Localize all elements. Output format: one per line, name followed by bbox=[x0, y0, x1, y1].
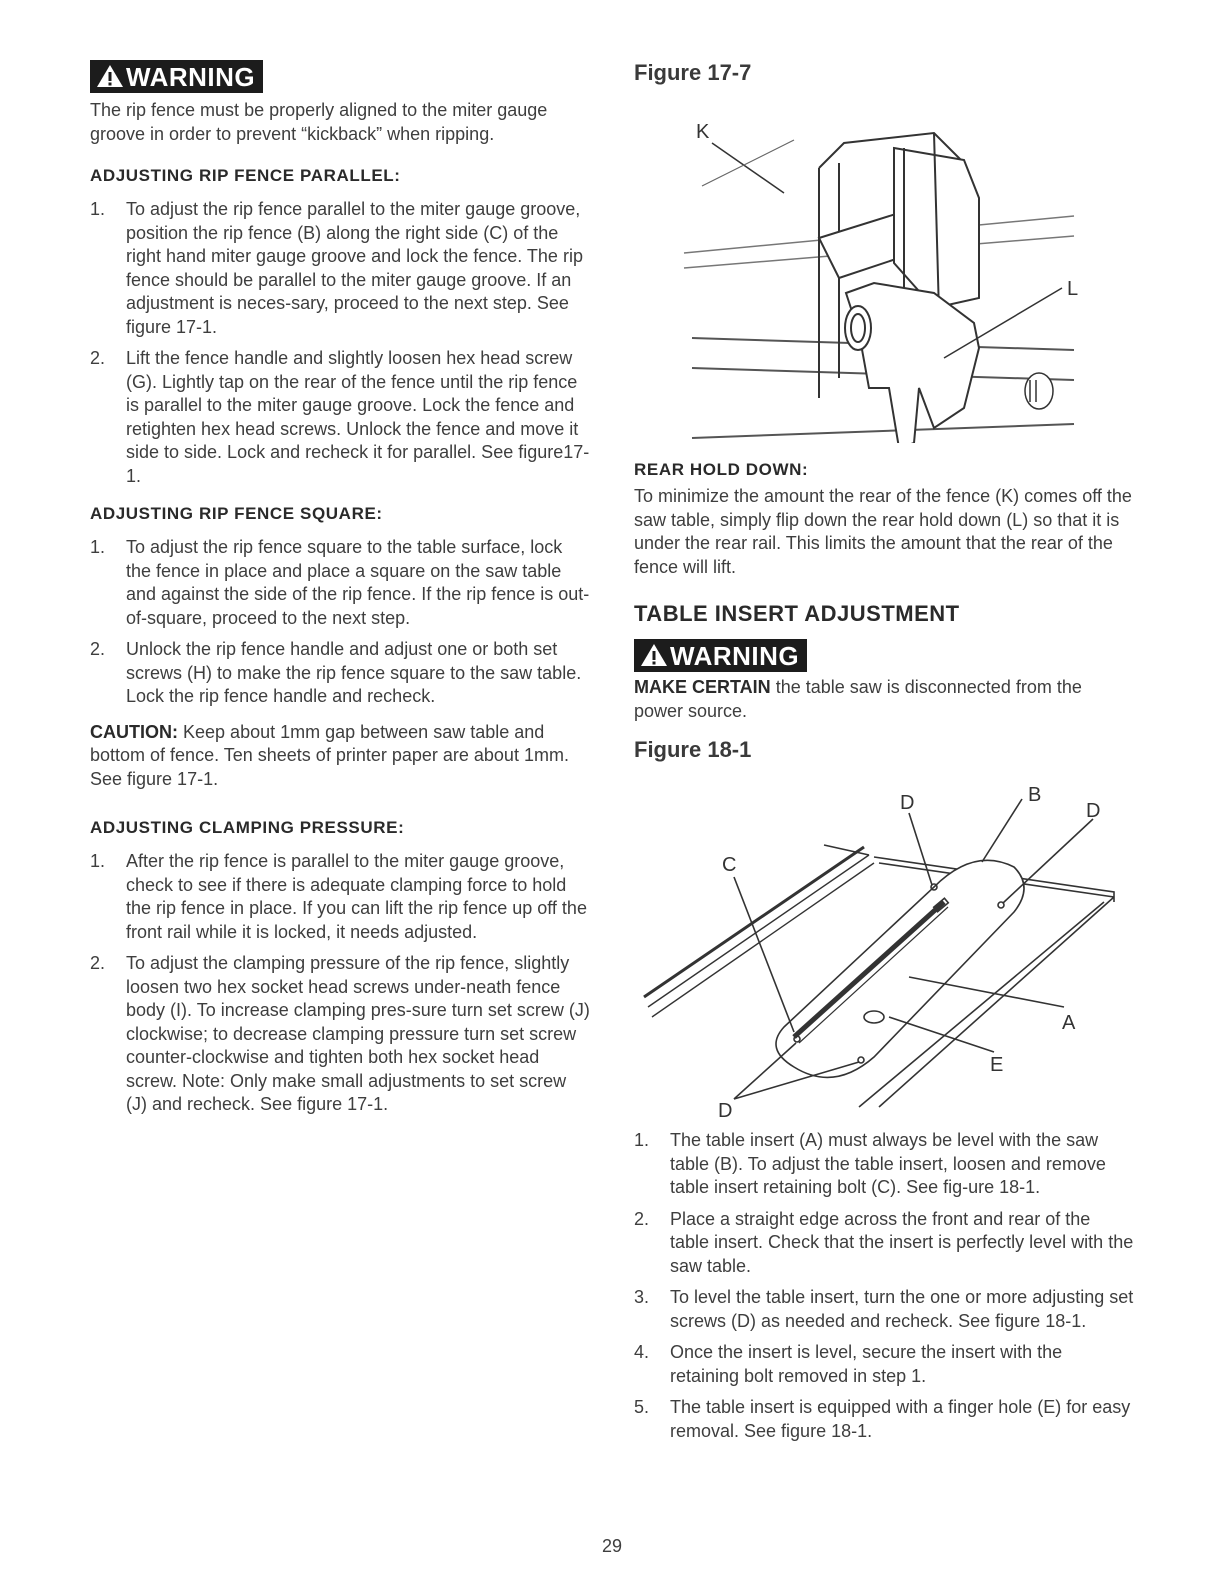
figure-18-1-illustration bbox=[634, 737, 1134, 1117]
step-number: 1. bbox=[90, 851, 106, 871]
list-item bbox=[90, 536, 590, 630]
list-item bbox=[634, 1396, 1134, 1443]
step-text: To adjust the rip fence parallel to the miter gauge groove, position the rip fence (B) along the right side (C) of the right hand miter gauge groove and lock the fence. The rip fence should be parallel to the miter gauge groove. If an adjustment is neces-sary, proceed to the next step. See figure 17-1. bbox=[126, 199, 583, 337]
figure-label-a: A bbox=[1062, 1012, 1076, 1034]
step-number: 2. bbox=[90, 639, 106, 659]
figure-label-k: K bbox=[696, 121, 710, 143]
square-heading: ADJUSTING RIP FENCE SQUARE: bbox=[90, 504, 383, 523]
right-column bbox=[634, 54, 1134, 1443]
step-number: 2. bbox=[90, 348, 106, 368]
disconnect-warning bbox=[634, 676, 1114, 723]
list-item bbox=[90, 347, 590, 488]
table-insert-steps bbox=[634, 1129, 1134, 1443]
step-text: The table insert is equipped with a finger hole (E) for easy removal. See figure 18-1. bbox=[670, 1397, 1131, 1441]
square-steps bbox=[90, 536, 590, 709]
parallel-steps bbox=[90, 198, 590, 488]
page-number: 29 bbox=[601, 1536, 623, 1556]
rear-hold-down-text: To minimize the amount the rear of the fence (K) comes off the saw table, simply flip down the rear hold down (L) so that it is under the rear rail. This limits the amount that the rear of the fence will lift. bbox=[634, 486, 1132, 577]
figure-label-e: E bbox=[990, 1054, 1004, 1076]
parallel-heading: ADJUSTING RIP FENCE PARALLEL: bbox=[90, 166, 401, 185]
list-item bbox=[634, 1208, 1134, 1279]
list-item bbox=[634, 1341, 1134, 1388]
list-item bbox=[90, 198, 590, 339]
left-column bbox=[90, 54, 590, 1117]
figure-label-d-right: D bbox=[1086, 800, 1101, 822]
step-text: Lift the fence handle and slightly loosen hex head screw (G). Lightly tap on the rear of the fence until the rip fence is parallel to the miter gauge groove. Lock the fence and retighten hex head screws. Unlock the fence and move it side to side. Lock and recheck it for parallel. See figure17-1. bbox=[126, 348, 590, 486]
figure-18-1-title: Figure 18-1 bbox=[634, 737, 752, 762]
rear-hold-down-heading: REAR HOLD DOWN: bbox=[634, 460, 809, 479]
clamping-heading: ADJUSTING CLAMPING PRESSURE: bbox=[90, 818, 405, 837]
warning-triangle-icon bbox=[96, 64, 124, 88]
step-number: 1. bbox=[90, 199, 106, 219]
step-text: The table insert (A) must always be level with the saw table (B). To adjust the table insert, loosen and remove table insert retaining bolt (C). See fig-ure 18-1. bbox=[670, 1130, 1106, 1197]
table-insert-heading: TABLE INSERT ADJUSTMENT bbox=[634, 601, 960, 626]
step-text: After the rip fence is parallel to the miter gauge groove, check to see if there is adequate clamping force to hold the rip fence in place. If you can lift the rip fence up off the front rail while it is locked, it needs adjusted. bbox=[126, 851, 587, 942]
step-text: To level the table insert, turn the one or more adjusting set screws (D) as needed and recheck. See figure 18-1. bbox=[670, 1287, 1134, 1331]
step-number: 3. bbox=[634, 1287, 650, 1307]
warning-triangle-icon bbox=[640, 643, 668, 667]
list-item bbox=[90, 850, 590, 944]
warning-label: WARNING bbox=[670, 641, 800, 671]
step-number: 4. bbox=[634, 1342, 650, 1362]
list-item bbox=[634, 1286, 1134, 1333]
warning-banner bbox=[634, 639, 807, 672]
warning-text: The rip fence must be properly aligned to the miter gauge groove in order to prevent “kickback” when ripping. bbox=[90, 100, 548, 144]
step-number: 1. bbox=[634, 1130, 650, 1150]
step-number: 2. bbox=[634, 1208, 650, 1229]
list-item bbox=[634, 1129, 1134, 1200]
caution-label: CAUTION: bbox=[90, 721, 178, 742]
step-text: To adjust the rip fence square to the table surface, lock the fence in place and place a square on the saw table and against the side of the rip fence. If the rip fence is out-of-square, proceed to the next step. bbox=[126, 537, 590, 628]
figure-17-7-title: Figure 17-7 bbox=[634, 60, 752, 85]
figure-label-b: B bbox=[1028, 784, 1042, 806]
step-text: To adjust the clamping pressure of the rip fence, slightly loosen two hex socket head screws under-neath fence body (I). To increase clamping pres-sure turn set screw (J) clockwise; to decrease clamping pressure turn set screw counter-clockwise and tighten both hex socket head screw. Note: Only make small adjustments to set screw (J) and recheck. See figure 17-1. bbox=[126, 953, 590, 1114]
make-certain-label: MAKE CERTAIN bbox=[634, 677, 771, 697]
disconnect-warning-text: the table saw is disconnected from the power source. bbox=[634, 677, 1082, 721]
step-number: 5. bbox=[634, 1397, 650, 1417]
caution-paragraph bbox=[90, 721, 570, 792]
step-text: Unlock the rip fence handle and adjust one or both set screws (H) to make the rip fence square to the saw table. Lock the rip fence handle and recheck. bbox=[126, 639, 582, 706]
figure-18-1 bbox=[634, 737, 1134, 1117]
figure-label-d-top: D bbox=[900, 792, 915, 814]
step-number: 1. bbox=[90, 537, 106, 557]
figure-17-7-illustration bbox=[634, 88, 1094, 443]
caution-text: Keep about 1mm gap between saw table and bottom of fence. Ten sheets of printer paper are about 1mm. See figure 17-1. bbox=[90, 721, 569, 789]
step-text: Once the insert is level, secure the insert with the retaining bolt removed in step 1. bbox=[670, 1342, 1063, 1386]
list-item bbox=[90, 638, 590, 709]
list-item bbox=[90, 952, 590, 1117]
warning-label: WARNING bbox=[126, 62, 256, 92]
warning-banner bbox=[90, 60, 263, 93]
step-number: 2. bbox=[90, 953, 106, 973]
figure-label-l: L bbox=[1067, 278, 1079, 300]
clamping-steps bbox=[90, 850, 590, 1117]
step-text: Place a straight edge across the front and rear of the table insert. Check that the insert is perfectly level with the saw table. bbox=[670, 1208, 1134, 1276]
figure-label-c: C bbox=[722, 854, 737, 876]
figure-label-d-bottom: D bbox=[718, 1100, 733, 1117]
